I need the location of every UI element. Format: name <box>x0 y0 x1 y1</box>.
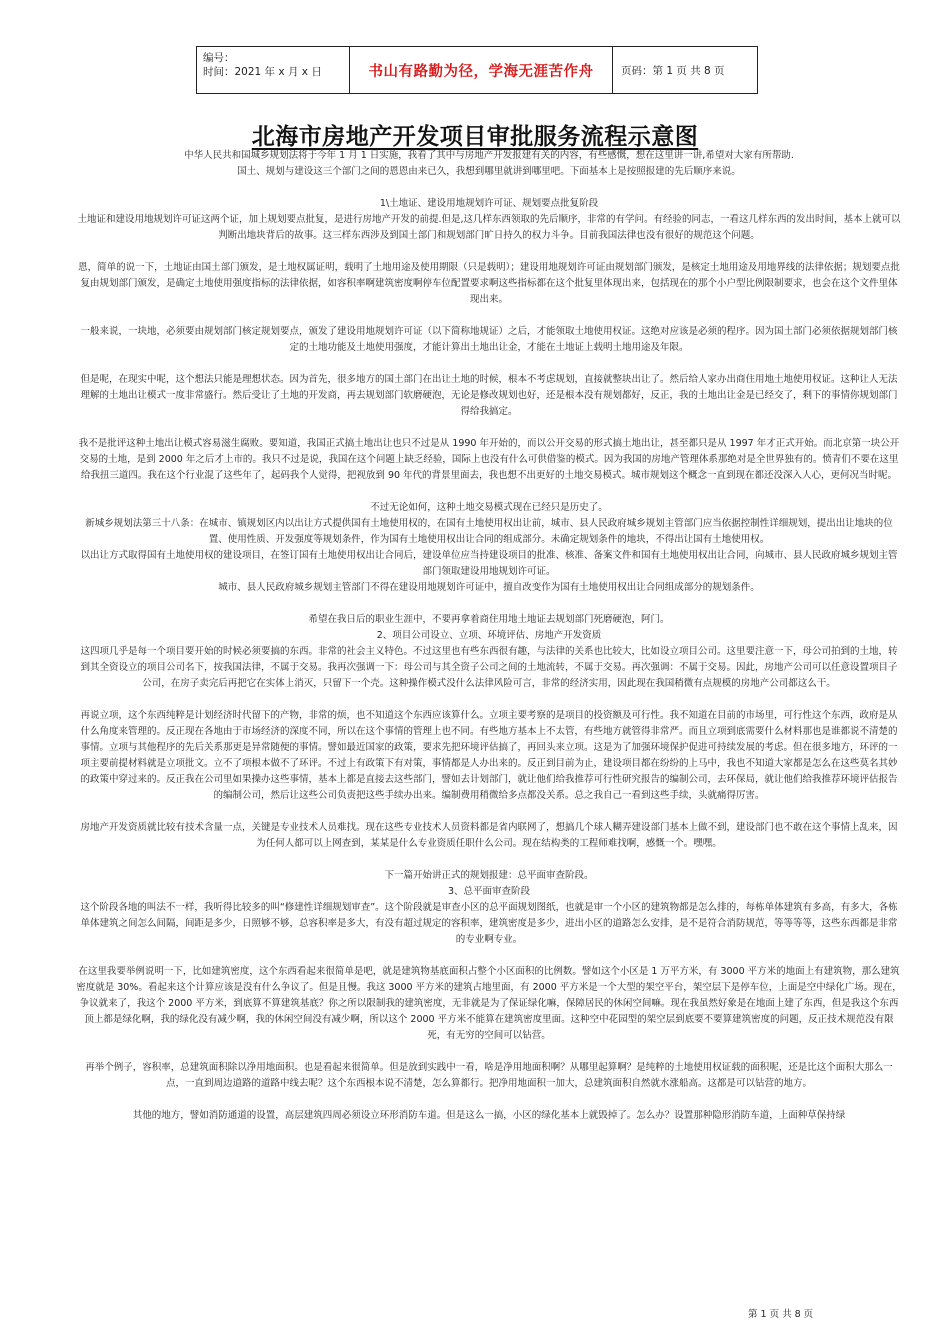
paragraph: 希望在我日后的职业生涯中，不要再拿着商住用地土地证去规划部门死磨硬泡，阿门。 <box>308 614 670 625</box>
motto-cell <box>350 47 613 93</box>
header-table <box>196 46 758 94</box>
document-body <box>76 148 902 1124</box>
paragraph: 其他的地方，譬如消防通道的设置，高层建筑四周必须设立环形消防车道。但是这么一搞，小区的绿化基本上就毁掉了。怎么办？设置那种隐形消防车道，上面种草保持绿 <box>132 1110 846 1121</box>
paragraph: 但是呢，在现实中呢，这个想法只能是理想状态。因为首先，很多地方的国土部门在出让土地的时候，根本不考虑规划，直接就整块出让了。然后给人家办出商住用地土地使用权证。这种让人无法理解的土地出让模式一度非常盛行。然后受让了土地的开发商，再去规划部门软磨硬泡，无论是修改规划也好，还是根本没有规划都好，反正，我的土地出让金是已经交了，剩下的事情你规划部门得给我搞定。 <box>80 374 898 417</box>
paragraph: 这个阶段各地的叫法不一样，我听得比较多的叫“修建性详细规划审查”。这个阶段就是审查小区的总平面规划图纸，也就是审一个小区的建筑物都是怎么排的，每栋单体建筑有多高，有多大，各栋单体建筑之间怎么间隔，间距是多少，日照够不够，总容积率是多大，有没有超过规定的容积率，建筑密度是多少，进出小区的道路怎么安排，是不是符合消防规范，等等等等，这些东西都是非常的专业啊专业。 <box>80 902 898 945</box>
page-number-cell <box>613 47 757 93</box>
paragraph: 这四项几乎是每一个项目要开始的时候必须要搞的东西。非常的社会主义特色。不过这里也有些东西很有趣，与法律的关系也比较大，比如设立项目公司。这里要注意一下，母公司拍到的土地，转到其全资设立的项目公司名下，按我国法律，不属于交易。我再次强调一下：母公司与其全资子公司之间的土地流转，不属于交易。再次强调：不属于交易。因此，房地产公司可以任意设置项目子公司，在房子卖完后再把它在实体上消灭，只留下一个壳。这种操作模式没什么法律风险可言，非常的经济实用，因此现在我国稍微有点规模的房地产公司都这么干。 <box>80 646 898 689</box>
paragraph: 不过无论如何，这种土地交易模式现在已经只是历史了。 <box>370 502 608 513</box>
page-number-label: 页码：第 1 页 共 8 页 <box>621 64 725 77</box>
paragraph: 在这里我要举例说明一下，比如建筑密度，这个东西看起来很简单是吧，就是建筑物基底面积占整个小区面积的比例数。譬如这个小区是 1 万平方米，有 3000 平方米的地面上有建筑物，那么建筑密度就是 30%。看起来这个计算应该是没有什么争议了。但是且慢。我这 3000 平方米的建筑占地里面，有 2000 平方米是一个大型的架空平台，架空层下是停车位，上面是空中绿化广场。现在，争议就来了，我这个 2000 平方米，到底算不算建筑基底？你之所以限制我的建筑密度，无非就是为了保证绿化嘛，保障居民的休闲空间嘛。现在我虽然好象是在地面上建了东西，但是我这个东西顶上都是绿化啊，我的绿化没有减少啊，我的休闲空间没有减少啊，所以这个 2000 平方米不能算在建筑密度里面。这种空中花园型的架空层到底要不要算建筑密度的问题，反正技术规范没有限死，有无穷的空间可以钻营。 <box>76 966 902 1041</box>
paragraph: 城市、县人民政府城乡规划主管部门不得在建设用地规划许可证中，擅自改变作为国有土地使用权出让合同组成部分的规划条件。 <box>218 582 760 593</box>
paragraph: 土地证和建设用地规划许可证这两个证，加上规划要点批复，是进行房地产开发的前提.但是,这几样东西领取的先后顺序，非常的有学问。有经验的同志，一看这几样东西的发出时间，基本上就可以判断出地块背后的故事。这三样东西涉及到国土部门和规划部门旷日持久的权力斗争。目前我国法律也没有很好的规范这个问题。 <box>77 214 901 241</box>
number-label: 编号： <box>203 52 235 64</box>
page-footer: 第 1 页 共 8 页 <box>748 1309 814 1320</box>
paragraph: 我不是批评这种土地出让模式容易滋生腐败。要知道，我国正式搞土地出让也只不过是从 1990 年开始的，而以公开交易的形式搞土地出让，甚至都只是从 1997 年才正式开始。而北京第一块公开交易的土地，是到 2000 年之后才上市的。我只不过是说，我国在这个问题上缺乏经验，国际上也没有什么可供借鉴的模式。因为我国的房地产管理体系那绝对是全世界独有的。愤青们不要在这里给我扭三道四。我在这个行业混了这些年了，起码我个人觉得，把视放到 90 年代的背景里面去，我也想不出更好的土地交易模式。城市规划这个概念一直到现在都还没深入人心，更何况当时呢。 <box>78 438 900 481</box>
paragraph: 国土、规划与建设这三个部门之间的恩恩由来已久，我想到哪里就讲到哪里吧。下面基本上是按照报建的先后顺序来说。 <box>237 166 741 177</box>
paragraph: 房地产开发资质就比较有技术含量一点，关键是专业技术人员难找。现在这些专业技术人员资料都是省内联网了，想搞几个球人糊弄建设部门基本上做不到，建设部门也不敢在这个事情上乱来，因为任何人都可以上网查到，某某是什么专业资质任职什么公司。现在结构类的工程师难找啊，感慨一个。嘿嘿。 <box>80 822 898 849</box>
header-meta-cell <box>197 47 350 93</box>
paragraph: 新城乡规划法第三十八条：在城市、镇规划区内以出让方式提供国有土地使用权的，在国有土地使用权出让前，城市、县人民政府城乡规划主管部门应当依据控制性详细规划，提出出让地块的位置、使用性质、开发强度等规划条件，作为国有土地使用权出让合同的组成部分。未确定规划条件的地块，不得出让国有土地使用权。 <box>85 518 893 545</box>
paragraph: 再说立项，这个东西纯粹是计划经济时代留下的产物，非常的烦，也不知道这个东西应该算什么。立项主要考察的是项目的投资额及可行性。我不知道在目前的市场里，可行性这个东西，政府是从什么角度来管理的。反正现在各地由于市场经济的深度不同，所以在这个事情的管理上也不同。有些地方基本上不太管，有些地方就管得非常严。而且立项到底需要什么材料那也是谁都说不清楚的事情。立项与其他程序的先后关系那更是异常随便的事情。譬如最近国家的政策，要求先把环境评估搞了，再回头来立项。这是为了加强环境保护促进可持续发展的考虑。但在很多地方，环评的一项主要前提材料就是立项批文。立不了项根本做不了环评。不过上有政策下有对策，事情都是人办出来的。反正到目前为止，建设项目都在纷纷的上马中，我也不知道大家都是怎么在这些莫名其妙的政策中穿过来的。反正我在公司里如果操办这些事情，基本上都是直接去这些部门，譬如去计划部门，就让他们给我推荐可行性研究报告的编制公司，去环保局，就让他们给我推荐环境评估报告的编制公司，然后让这些公司负责把这些手续办出来。编制费用稍微给多点都没关系。总之我自己一看到这些手续，头就痛得厉害。 <box>80 710 898 801</box>
paragraph: 中华人民共和国城乡规划法将于今年 1 月 1 日实施，我看了其中与房地产开发报建有关的内容，有些感慨，想在这里讲一讲,希望对大家有所帮助. <box>184 150 794 161</box>
paragraph: 再举个例子，容积率，总建筑面积除以净用地面积。也是看起来很简单。但是放到实践中一看，啥是净用地面积啊？从哪里起算啊？是纯粹的土地使用权证载的面积呢，还是比这个面积大那么一点，一直到周边道路的道路中线去呢？这个东西根本说不清楚，怎么算都行。把净用地面积一加大，总建筑面积自然就水涨船高。这都是可以钻营的地方。 <box>85 1062 893 1089</box>
paragraph: 以出让方式取得国有土地使用权的建设项目，在签订国有土地使用权出让合同后，建设单位应当持建设项目的批准、核准、备案文件和国有土地使用权出让合同，向城市、县人民政府城乡规划主管部门领取建设用地规划许可证。 <box>80 550 898 577</box>
paragraph: 3、总平面审查阶段 <box>447 886 531 897</box>
paragraph: 1\土地证、建设用地规划许可证、规划要点批复阶段 <box>379 198 599 209</box>
paragraph: 下一篇开始讲正式的规划报建：总平面审查阶段。 <box>384 870 594 881</box>
paragraph: 恩，简单的说一下，土地证由国土部门颁发，是土地权属证明，载明了土地用途及使用期限（只是载明）；建设用地规划许可证由规划部门颁发，是核定土地用途及用地界线的法律依据；规划要点批复由规划部门颁发，是确定土地使用强度指标的法律依据，如容积率啊建筑密度啊停车位配置要求啊这些指标都在这个批复里体现出来，包括现在的那个小户型比例限制要求，也会在这个文件里体现出来。 <box>78 262 900 305</box>
motto-text: 书山有路勤为径，学海无涯苦作舟 <box>368 63 594 80</box>
paragraph: 一般来说，一块地，必须要由规划部门核定规划要点，颁发了建设用地规划许可证（以下简称地规证）之后，才能领取土地使用权证。这绝对应该是必须的程序。因为国土部门必须依据规划部门核定的土地功能及土地使用强度，才能计算出土地出让金，才能在土地证上载明土地用途及年限。 <box>80 326 898 353</box>
document-title: 北海市房地产开发项目审批服务流程示意图 <box>251 124 699 150</box>
time-label: 时间：2021 年 x 月 x 日 <box>203 66 322 78</box>
paragraph: 2、项目公司设立、立项、环境评估、房地产开发资质 <box>376 630 602 641</box>
